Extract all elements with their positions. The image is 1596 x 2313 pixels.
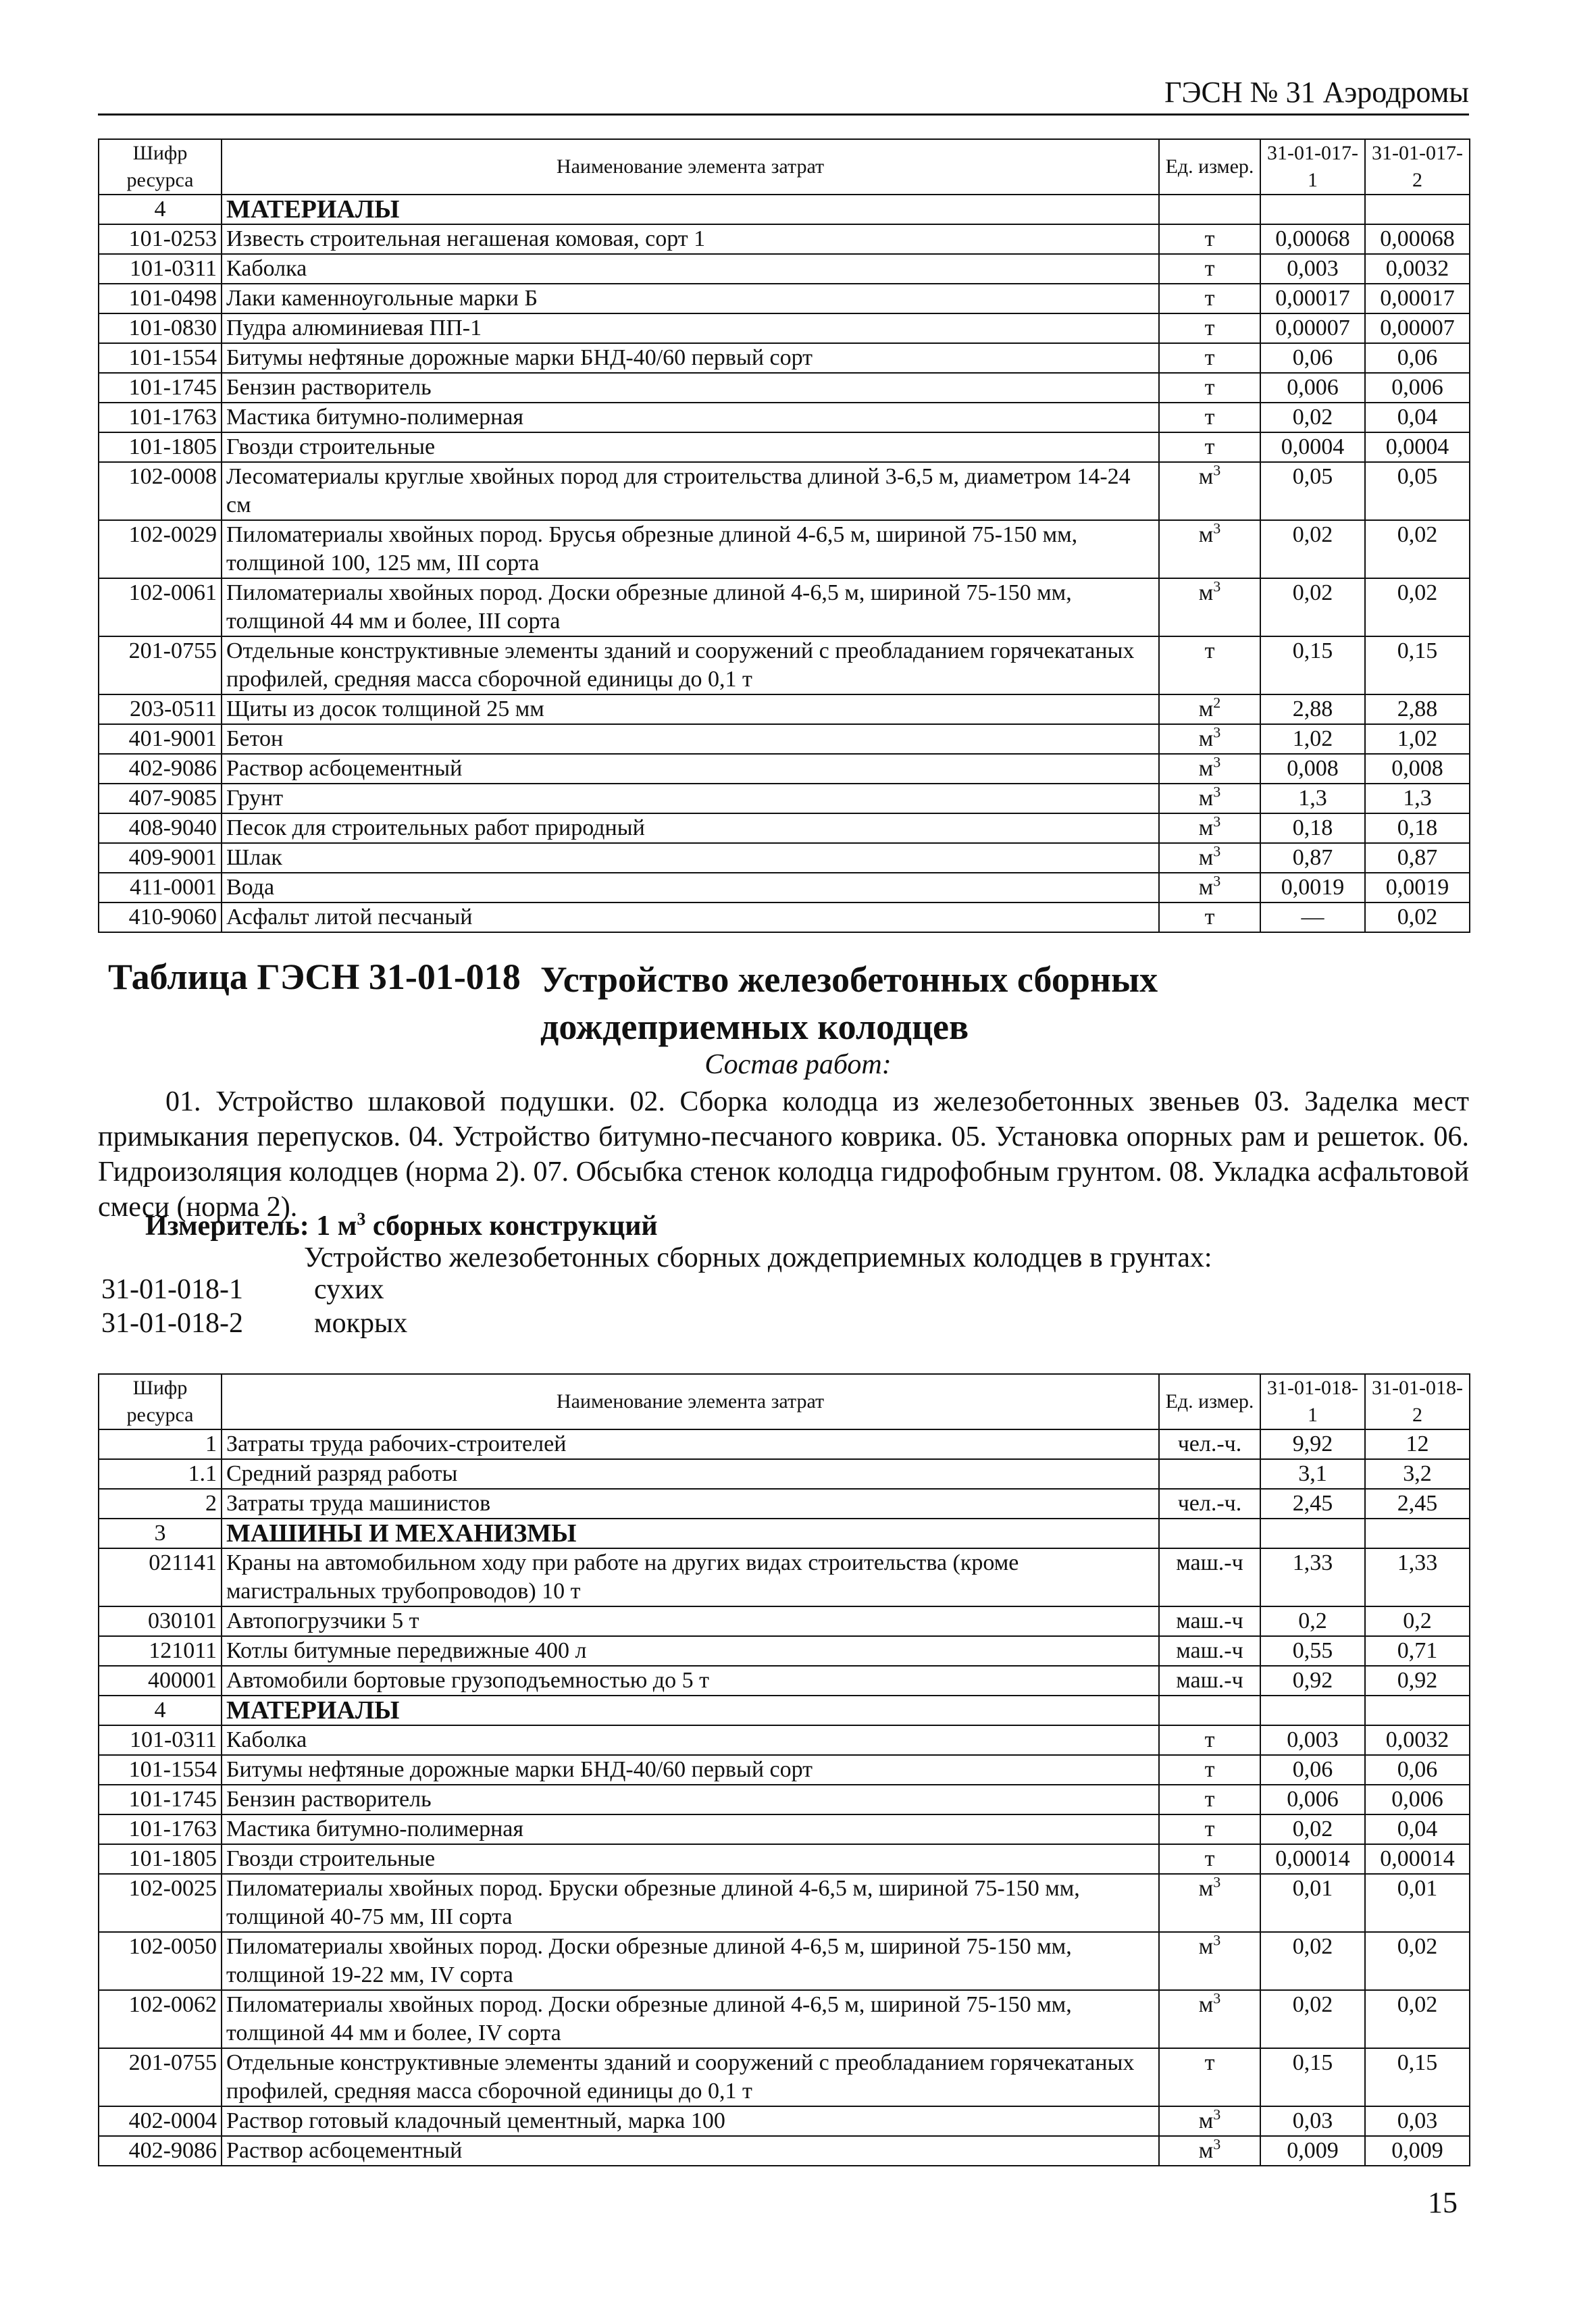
norm-value-2: 0,05 xyxy=(1365,462,1470,520)
resource-name: Лесоматериалы круглые хвойных пород для строительства длиной 3-6,5 м, диаметром 14-24 см xyxy=(222,462,1159,520)
unit-of-measure: т xyxy=(1159,432,1260,462)
resource-name: Затраты труда рабочих-строителей xyxy=(222,1429,1159,1459)
norm-value-2: 12 xyxy=(1365,1429,1470,1459)
norm-value-1: 0,003 xyxy=(1260,254,1365,284)
norm-value-2: 0,02 xyxy=(1365,578,1470,636)
norm-value-1: 0,2 xyxy=(1260,1606,1365,1636)
resource-code: 407-9085 xyxy=(99,784,222,813)
resource-name: Щиты из досок толщиной 25 мм xyxy=(222,694,1159,724)
resource-code: 201-0755 xyxy=(99,2048,222,2106)
resource-code: 102-0050 xyxy=(99,1932,222,1990)
norm-value-1: 0,02 xyxy=(1260,403,1365,432)
resource-name: Пиломатериалы хвойных пород. Доски обрезные длиной 4-6,5 м, шириной 75-150 мм, толщиной 44 мм и более, IV сорта xyxy=(222,1990,1159,2048)
col-norm2-header: 31-01-018-2 xyxy=(1365,1374,1470,1429)
resource-name: Отдельные конструктивные элементы зданий и сооружений с преобладанием горячекатаных профилей, средняя масса сборочной единицы до 0,1 т xyxy=(222,636,1159,694)
section-name: МАТЕРИАЛЫ xyxy=(222,195,1159,224)
unit-of-measure: $м^3$ xyxy=(1159,784,1260,813)
table-row xyxy=(99,1990,1470,2048)
resource-name: Мастика битумно-полимерная xyxy=(222,1814,1159,1844)
norm-value-1: 9,92 xyxy=(1260,1429,1365,1459)
unit-of-measure: маш.-ч xyxy=(1159,1606,1260,1636)
norm-value-1: 0,008 xyxy=(1260,754,1365,784)
unit-of-measure: чел.-ч. xyxy=(1159,1429,1260,1459)
table-heading: Таблица ГЭСН 31-01-018 xyxy=(108,957,521,997)
resource-code: 402-0004 xyxy=(99,2106,222,2136)
norm-value-2: 0,04 xyxy=(1365,403,1470,432)
unit-of-measure: маш.-ч xyxy=(1159,1548,1260,1606)
norm-value-2: 0,00007 xyxy=(1365,313,1470,343)
table-row xyxy=(99,432,1470,462)
table-row xyxy=(99,1874,1470,1932)
resource-name: Бетон xyxy=(222,724,1159,754)
resource-table-017 xyxy=(98,138,1470,933)
table-row xyxy=(99,2106,1470,2136)
resource-name: Мастика битумно-полимерная xyxy=(222,403,1159,432)
resource-code: 409-9001 xyxy=(99,843,222,873)
table-row xyxy=(99,520,1470,578)
variant-item xyxy=(101,1307,407,1340)
resource-code: 1.1 xyxy=(99,1459,222,1489)
norm-value-1: 0,15 xyxy=(1260,636,1365,694)
table-row xyxy=(99,1814,1470,1844)
norm-value-2: 0,2 xyxy=(1365,1606,1470,1636)
norm-value-2: 0,00014 xyxy=(1365,1844,1470,1874)
table-title: Устройство железобетонных сборных дождеприемных колодцев xyxy=(540,959,1158,1047)
variant-code: 31-01-018-1 xyxy=(101,1274,243,1305)
resource-name: Раствор асбоцементный xyxy=(222,2136,1159,2166)
resource-code: 203-0511 xyxy=(99,694,222,724)
norm-value-1: 1,02 xyxy=(1260,724,1365,754)
norm-value-1: 0,18 xyxy=(1260,813,1365,843)
unit-of-measure: $м^3$ xyxy=(1159,462,1260,520)
unit-of-measure: $м^3$ xyxy=(1159,578,1260,636)
resource-code: 101-1554 xyxy=(99,1755,222,1785)
running-header xyxy=(98,76,1469,116)
norm-value-2: 0,71 xyxy=(1365,1636,1470,1666)
resource-code: 102-0008 xyxy=(99,462,222,520)
empty-cell xyxy=(1260,195,1365,224)
empty-cell xyxy=(1159,195,1260,224)
norm-value-1: 0,06 xyxy=(1260,343,1365,373)
resource-name: Пиломатериалы хвойных пород. Доски обрезные длиной 4-6,5 м, шириной 75-150 мм, толщиной 19-22 мм, IV сорта xyxy=(222,1932,1159,1990)
norm-value-2: 1,33 xyxy=(1365,1548,1470,1606)
unit-of-measure xyxy=(1159,1459,1260,1489)
norm-value-1: 0,0004 xyxy=(1260,432,1365,462)
section-number: 4 xyxy=(99,1696,222,1725)
norm-value-1: 0,87 xyxy=(1260,843,1365,873)
empty-cell xyxy=(1159,1696,1260,1725)
norm-value-1: 0,003 xyxy=(1260,1725,1365,1755)
unit-of-measure: $м^2$ xyxy=(1159,694,1260,724)
resource-code: 410-9060 xyxy=(99,903,222,932)
norm-value-2: 2,45 xyxy=(1365,1489,1470,1519)
unit-of-measure: $м^3$ xyxy=(1159,1874,1260,1932)
unit-of-measure: маш.-ч xyxy=(1159,1666,1260,1696)
norm-value-2: 0,02 xyxy=(1365,1990,1470,2048)
resource-code: 411-0001 xyxy=(99,873,222,903)
norm-value-1: 0,02 xyxy=(1260,1932,1365,1990)
resource-name: Раствор готовый кладочный цементный, марка 100 xyxy=(222,2106,1159,2136)
variant-code: 31-01-018-2 xyxy=(101,1308,243,1339)
resource-code: 408-9040 xyxy=(99,813,222,843)
unit-of-measure: т xyxy=(1159,313,1260,343)
resource-code: 121011 xyxy=(99,1636,222,1666)
resource-name: Известь строительная негашеная комовая, сорт 1 xyxy=(222,224,1159,254)
resource-name: Пиломатериалы хвойных пород. Бруски обрезные длиной 4-6,5 м, шириной 75-150 мм, толщиной 40-75 мм, III сорта xyxy=(222,1874,1159,1932)
col-norm2-header: 31-01-017-2 xyxy=(1365,139,1470,195)
table-body xyxy=(99,1429,1470,2166)
norm-value-1: 0,006 xyxy=(1260,373,1365,403)
unit-of-measure: т xyxy=(1159,224,1260,254)
resource-name: Затраты труда машинистов xyxy=(222,1489,1159,1519)
unit-of-measure: т xyxy=(1159,636,1260,694)
resource-name: Гвозди строительные xyxy=(222,432,1159,462)
resource-name: Грунт xyxy=(222,784,1159,813)
resource-name: Бензин растворитель xyxy=(222,373,1159,403)
table-row xyxy=(99,1636,1470,1666)
table-row xyxy=(99,1489,1470,1519)
table-row xyxy=(99,254,1470,284)
section-name: МАТЕРИАЛЫ xyxy=(222,1696,1159,1725)
unit-of-measure: чел.-ч. xyxy=(1159,1489,1260,1519)
norm-value-1: 0,02 xyxy=(1260,1814,1365,1844)
resource-name: Раствор асбоцементный xyxy=(222,754,1159,784)
resource-name: Шлак xyxy=(222,843,1159,873)
norm-value-1: 2,88 xyxy=(1260,694,1365,724)
norm-value-1: 0,00068 xyxy=(1260,224,1365,254)
norm-value-1: 0,05 xyxy=(1260,462,1365,520)
resource-code: 401-9001 xyxy=(99,724,222,754)
norm-value-2: 2,88 xyxy=(1365,694,1470,724)
unit-of-measure: $м^3$ xyxy=(1159,724,1260,754)
col-norm1-header: 31-01-018-1 xyxy=(1260,1374,1365,1429)
col-norm1-header: 31-01-017-1 xyxy=(1260,139,1365,195)
resource-code: 201-0755 xyxy=(99,636,222,694)
norm-value-1: 2,45 xyxy=(1260,1489,1365,1519)
resource-name: Пиломатериалы хвойных пород. Брусья обрезные длиной 4-6,5 м, шириной 75-150 мм, толщиной 100, 125 мм, III сорта xyxy=(222,520,1159,578)
norm-value-1: 0,006 xyxy=(1260,1785,1365,1814)
resource-name: Песок для строительных работ природный xyxy=(222,813,1159,843)
resource-name: Отдельные конструктивные элементы зданий и сооружений с преобладанием горячекатаных профилей, средняя масса сборочной единицы до 0,1 т xyxy=(222,2048,1159,2106)
unit-of-measure: т xyxy=(1159,1844,1260,1874)
resource-name: Вода xyxy=(222,873,1159,903)
table-row xyxy=(99,903,1470,932)
table-row xyxy=(99,1429,1470,1459)
unit-of-measure: т xyxy=(1159,284,1260,313)
unit-of-measure: т xyxy=(1159,373,1260,403)
resource-name: Битумы нефтяные дорожные марки БНД-40/60 первый сорт xyxy=(222,343,1159,373)
norm-value-2: 0,06 xyxy=(1365,343,1470,373)
table-row xyxy=(99,1725,1470,1755)
unit-of-measure: $м^3$ xyxy=(1159,813,1260,843)
norm-value-2: 0,006 xyxy=(1365,1785,1470,1814)
unit-of-measure: т xyxy=(1159,1785,1260,1814)
norm-value-1: 0,00014 xyxy=(1260,1844,1365,1874)
resource-code: 402-9086 xyxy=(99,2136,222,2166)
empty-cell xyxy=(1365,1519,1470,1548)
section-row xyxy=(99,1519,1470,1548)
resource-code: 101-1745 xyxy=(99,1785,222,1814)
table-row xyxy=(99,1785,1470,1814)
table-row xyxy=(99,1548,1470,1606)
table-row xyxy=(99,2048,1470,2106)
table-row xyxy=(99,636,1470,694)
norm-value-2: 0,92 xyxy=(1365,1666,1470,1696)
resource-code: 101-1745 xyxy=(99,373,222,403)
norm-value-2: 0,02 xyxy=(1365,1932,1470,1990)
norm-value-1: — xyxy=(1260,903,1365,932)
composition-text: 01. Устройство шлаковой подушки. 02. Сборка колодца из железобетонных звеньев 03. Заделка мест примыкания перепусков. 04. Устройство битумно-песчаного коврика. 05. Установка опорных рам и решеток. 06. Гидроизоляция колодцев (норма 2). 07. Обсыбка стенок колодца гидрофобным грунтом. 08. Укладка асфальтовой смеси (норма 2). xyxy=(98,1086,1469,1223)
table-row xyxy=(99,462,1470,520)
resource-table-018 xyxy=(98,1373,1470,2166)
page-number: 15 xyxy=(1428,2186,1458,2219)
table-row xyxy=(99,343,1470,373)
resource-name: Краны на автомобильном ходу при работе на других видах строительства (кроме магистральных трубопроводов) 10 т xyxy=(222,1548,1159,1606)
norm-value-1: 0,01 xyxy=(1260,1874,1365,1932)
resource-code: 101-1805 xyxy=(99,1844,222,1874)
resource-code: 101-0253 xyxy=(99,224,222,254)
norm-value-2: 0,15 xyxy=(1365,2048,1470,2106)
norm-value-2: 1,3 xyxy=(1365,784,1470,813)
norm-value-1: 0,00017 xyxy=(1260,284,1365,313)
unit-of-measure: т xyxy=(1159,903,1260,932)
col-code-header: Шифр ресурса xyxy=(99,139,222,195)
resource-name: Пудра алюминиевая ПП-1 xyxy=(222,313,1159,343)
norm-value-1: 0,02 xyxy=(1260,520,1365,578)
norm-value-2: 0,18 xyxy=(1365,813,1470,843)
variant-label: сухих xyxy=(314,1274,384,1305)
variant-item xyxy=(101,1273,384,1306)
unit-of-measure: $м^3$ xyxy=(1159,520,1260,578)
table-row xyxy=(99,284,1470,313)
norm-value-2: 0,0032 xyxy=(1365,1725,1470,1755)
table-row xyxy=(99,1459,1470,1489)
unit-of-measure: $м^3$ xyxy=(1159,1932,1260,1990)
unit-of-measure: т xyxy=(1159,1814,1260,1844)
norm-value-1: 0,02 xyxy=(1260,1990,1365,2048)
norm-value-2: 0,02 xyxy=(1365,903,1470,932)
norm-value-2: 1,02 xyxy=(1365,724,1470,754)
table-row xyxy=(99,1932,1470,1990)
norm-value-2: 3,2 xyxy=(1365,1459,1470,1489)
norm-value-2: 0,01 xyxy=(1365,1874,1470,1932)
empty-cell xyxy=(1159,1519,1260,1548)
norm-value-1: 0,00007 xyxy=(1260,313,1365,343)
empty-cell xyxy=(1260,1519,1365,1548)
section-row xyxy=(99,1696,1470,1725)
unit-of-measure: т xyxy=(1159,343,1260,373)
resource-name: Пиломатериалы хвойных пород. Доски обрезные длиной 4-6,5 м, шириной 75-150 мм, толщиной 44 мм и более, III сорта xyxy=(222,578,1159,636)
table-row xyxy=(99,403,1470,432)
norm-value-2: 0,00068 xyxy=(1365,224,1470,254)
resource-code: 101-1805 xyxy=(99,432,222,462)
col-unit-header: Ед. измер. xyxy=(1159,1374,1260,1429)
header-title: ГЭСН № 31 Аэродромы xyxy=(1164,76,1469,109)
empty-cell xyxy=(1365,195,1470,224)
table-row xyxy=(99,373,1470,403)
composition-label: Состав работ: xyxy=(704,1049,892,1080)
norm-value-2: 0,0019 xyxy=(1365,873,1470,903)
table-row xyxy=(99,2136,1470,2166)
resource-code: 102-0029 xyxy=(99,520,222,578)
table-row xyxy=(99,1844,1470,1874)
resource-code: 101-0311 xyxy=(99,1725,222,1755)
empty-cell xyxy=(1365,1696,1470,1725)
resource-code: 102-0061 xyxy=(99,578,222,636)
table-row xyxy=(99,784,1470,813)
resource-code: 101-0830 xyxy=(99,313,222,343)
section-row xyxy=(99,195,1470,224)
norm-value-1: 0,55 xyxy=(1260,1636,1365,1666)
table-row xyxy=(99,843,1470,873)
table-row xyxy=(99,873,1470,903)
resource-code: 030101 xyxy=(99,1606,222,1636)
norm-value-1: 0,02 xyxy=(1260,578,1365,636)
resource-code: 102-0025 xyxy=(99,1874,222,1932)
resource-name: Автопогрузчики 5 т xyxy=(222,1606,1159,1636)
norm-value-2: 0,15 xyxy=(1365,636,1470,694)
resource-code: 101-1763 xyxy=(99,403,222,432)
norm-value-1: 1,3 xyxy=(1260,784,1365,813)
unit-of-measure: $м^3$ xyxy=(1159,2136,1260,2166)
resource-name: Котлы битумные передвижные 400 л xyxy=(222,1636,1159,1666)
unit-of-measure: т xyxy=(1159,403,1260,432)
table-row xyxy=(99,313,1470,343)
resource-code: 021141 xyxy=(99,1548,222,1606)
empty-cell xyxy=(1260,1696,1365,1725)
resource-code: 101-1763 xyxy=(99,1814,222,1844)
unit-of-measure: $м^3$ xyxy=(1159,843,1260,873)
table-row xyxy=(99,578,1470,636)
section-number: 3 xyxy=(99,1519,222,1548)
norm-value-2: 0,87 xyxy=(1365,843,1470,873)
resource-name: Битумы нефтяные дорожные марки БНД-40/60 первый сорт xyxy=(222,1755,1159,1785)
unit-of-measure: $м^3$ xyxy=(1159,873,1260,903)
norm-value-1: 0,0019 xyxy=(1260,873,1365,903)
unit-of-measure: т xyxy=(1159,1755,1260,1785)
unit-of-measure: т xyxy=(1159,2048,1260,2106)
table-row xyxy=(99,724,1470,754)
norm-value-1: 0,15 xyxy=(1260,2048,1365,2106)
norm-value-2: 0,0004 xyxy=(1365,432,1470,462)
table-row xyxy=(99,694,1470,724)
norm-value-1: 0,06 xyxy=(1260,1755,1365,1785)
norm-value-2: 0,00017 xyxy=(1365,284,1470,313)
resource-code: 101-0498 xyxy=(99,284,222,313)
norm-value-1: 3,1 xyxy=(1260,1459,1365,1489)
resource-code: 102-0062 xyxy=(99,1990,222,2048)
col-name-header: Наименование элемента затрат xyxy=(222,1374,1159,1429)
unit-of-measure: т xyxy=(1159,254,1260,284)
table-row xyxy=(99,813,1470,843)
norm-value-2: 0,0032 xyxy=(1365,254,1470,284)
unit-of-measure: $м^3$ xyxy=(1159,754,1260,784)
table-row xyxy=(99,1606,1470,1636)
norm-value-1: 1,33 xyxy=(1260,1548,1365,1606)
norm-value-2: 0,04 xyxy=(1365,1814,1470,1844)
col-name-header: Наименование элемента затрат xyxy=(222,139,1159,195)
unit-of-measure: $м^3$ xyxy=(1159,2106,1260,2136)
norm-value-2: 0,03 xyxy=(1365,2106,1470,2136)
variant-label: мокрых xyxy=(314,1308,408,1339)
col-unit-header: Ед. измер. xyxy=(1159,139,1260,195)
norm-value-1: 0,03 xyxy=(1260,2106,1365,2136)
resource-name: Гвозди строительные xyxy=(222,1844,1159,1874)
resource-name: Каболка xyxy=(222,254,1159,284)
resource-code: 2 xyxy=(99,1489,222,1519)
unit-of-measure: $м^3$ xyxy=(1159,1990,1260,2048)
table-row xyxy=(99,1666,1470,1696)
norm-value-2: 0,009 xyxy=(1365,2136,1470,2166)
norm-value-2: 0,06 xyxy=(1365,1755,1470,1785)
table-header-row xyxy=(99,1374,1470,1429)
resource-code: 101-1554 xyxy=(99,343,222,373)
resource-name: Лаки каменноугольные марки Б xyxy=(222,284,1159,313)
resource-name: Бензин растворитель xyxy=(222,1785,1159,1814)
resource-code: 400001 xyxy=(99,1666,222,1696)
norm-value-2: 0,006 xyxy=(1365,373,1470,403)
resource-code: 402-9086 xyxy=(99,754,222,784)
unit-of-measure: т xyxy=(1159,1725,1260,1755)
norm-value-1: 0,92 xyxy=(1260,1666,1365,1696)
resource-name: Средний разряд работы xyxy=(222,1459,1159,1489)
resource-name: Асфальт литой песчаный xyxy=(222,903,1159,932)
resource-name: Автомобили бортовые грузоподъемностью до 5 т xyxy=(222,1666,1159,1696)
unit-of-measure: маш.-ч xyxy=(1159,1636,1260,1666)
section-name: МАШИНЫ И МЕХАНИЗМЫ xyxy=(222,1519,1159,1548)
table-row xyxy=(99,224,1470,254)
section-number: 4 xyxy=(99,195,222,224)
col-code-header: Шифр ресурса xyxy=(99,1374,222,1429)
resource-code: 1 xyxy=(99,1429,222,1459)
norm-value-2: 0,02 xyxy=(1365,520,1470,578)
meter-line: Измеритель: 1 $м^3$ сборных конструкций xyxy=(145,1209,658,1242)
table-row xyxy=(99,754,1470,784)
norm-value-2: 0,008 xyxy=(1365,754,1470,784)
resource-name: Каболка xyxy=(222,1725,1159,1755)
resource-code: 101-0311 xyxy=(99,254,222,284)
table-body xyxy=(99,195,1470,932)
norm-value-1: 0,009 xyxy=(1260,2136,1365,2166)
table-row xyxy=(99,1755,1470,1785)
variants-intro: Устройство железобетонных сборных дождеприемных колодцев в грунтах: xyxy=(304,1242,1212,1273)
table-header-row xyxy=(99,139,1470,195)
